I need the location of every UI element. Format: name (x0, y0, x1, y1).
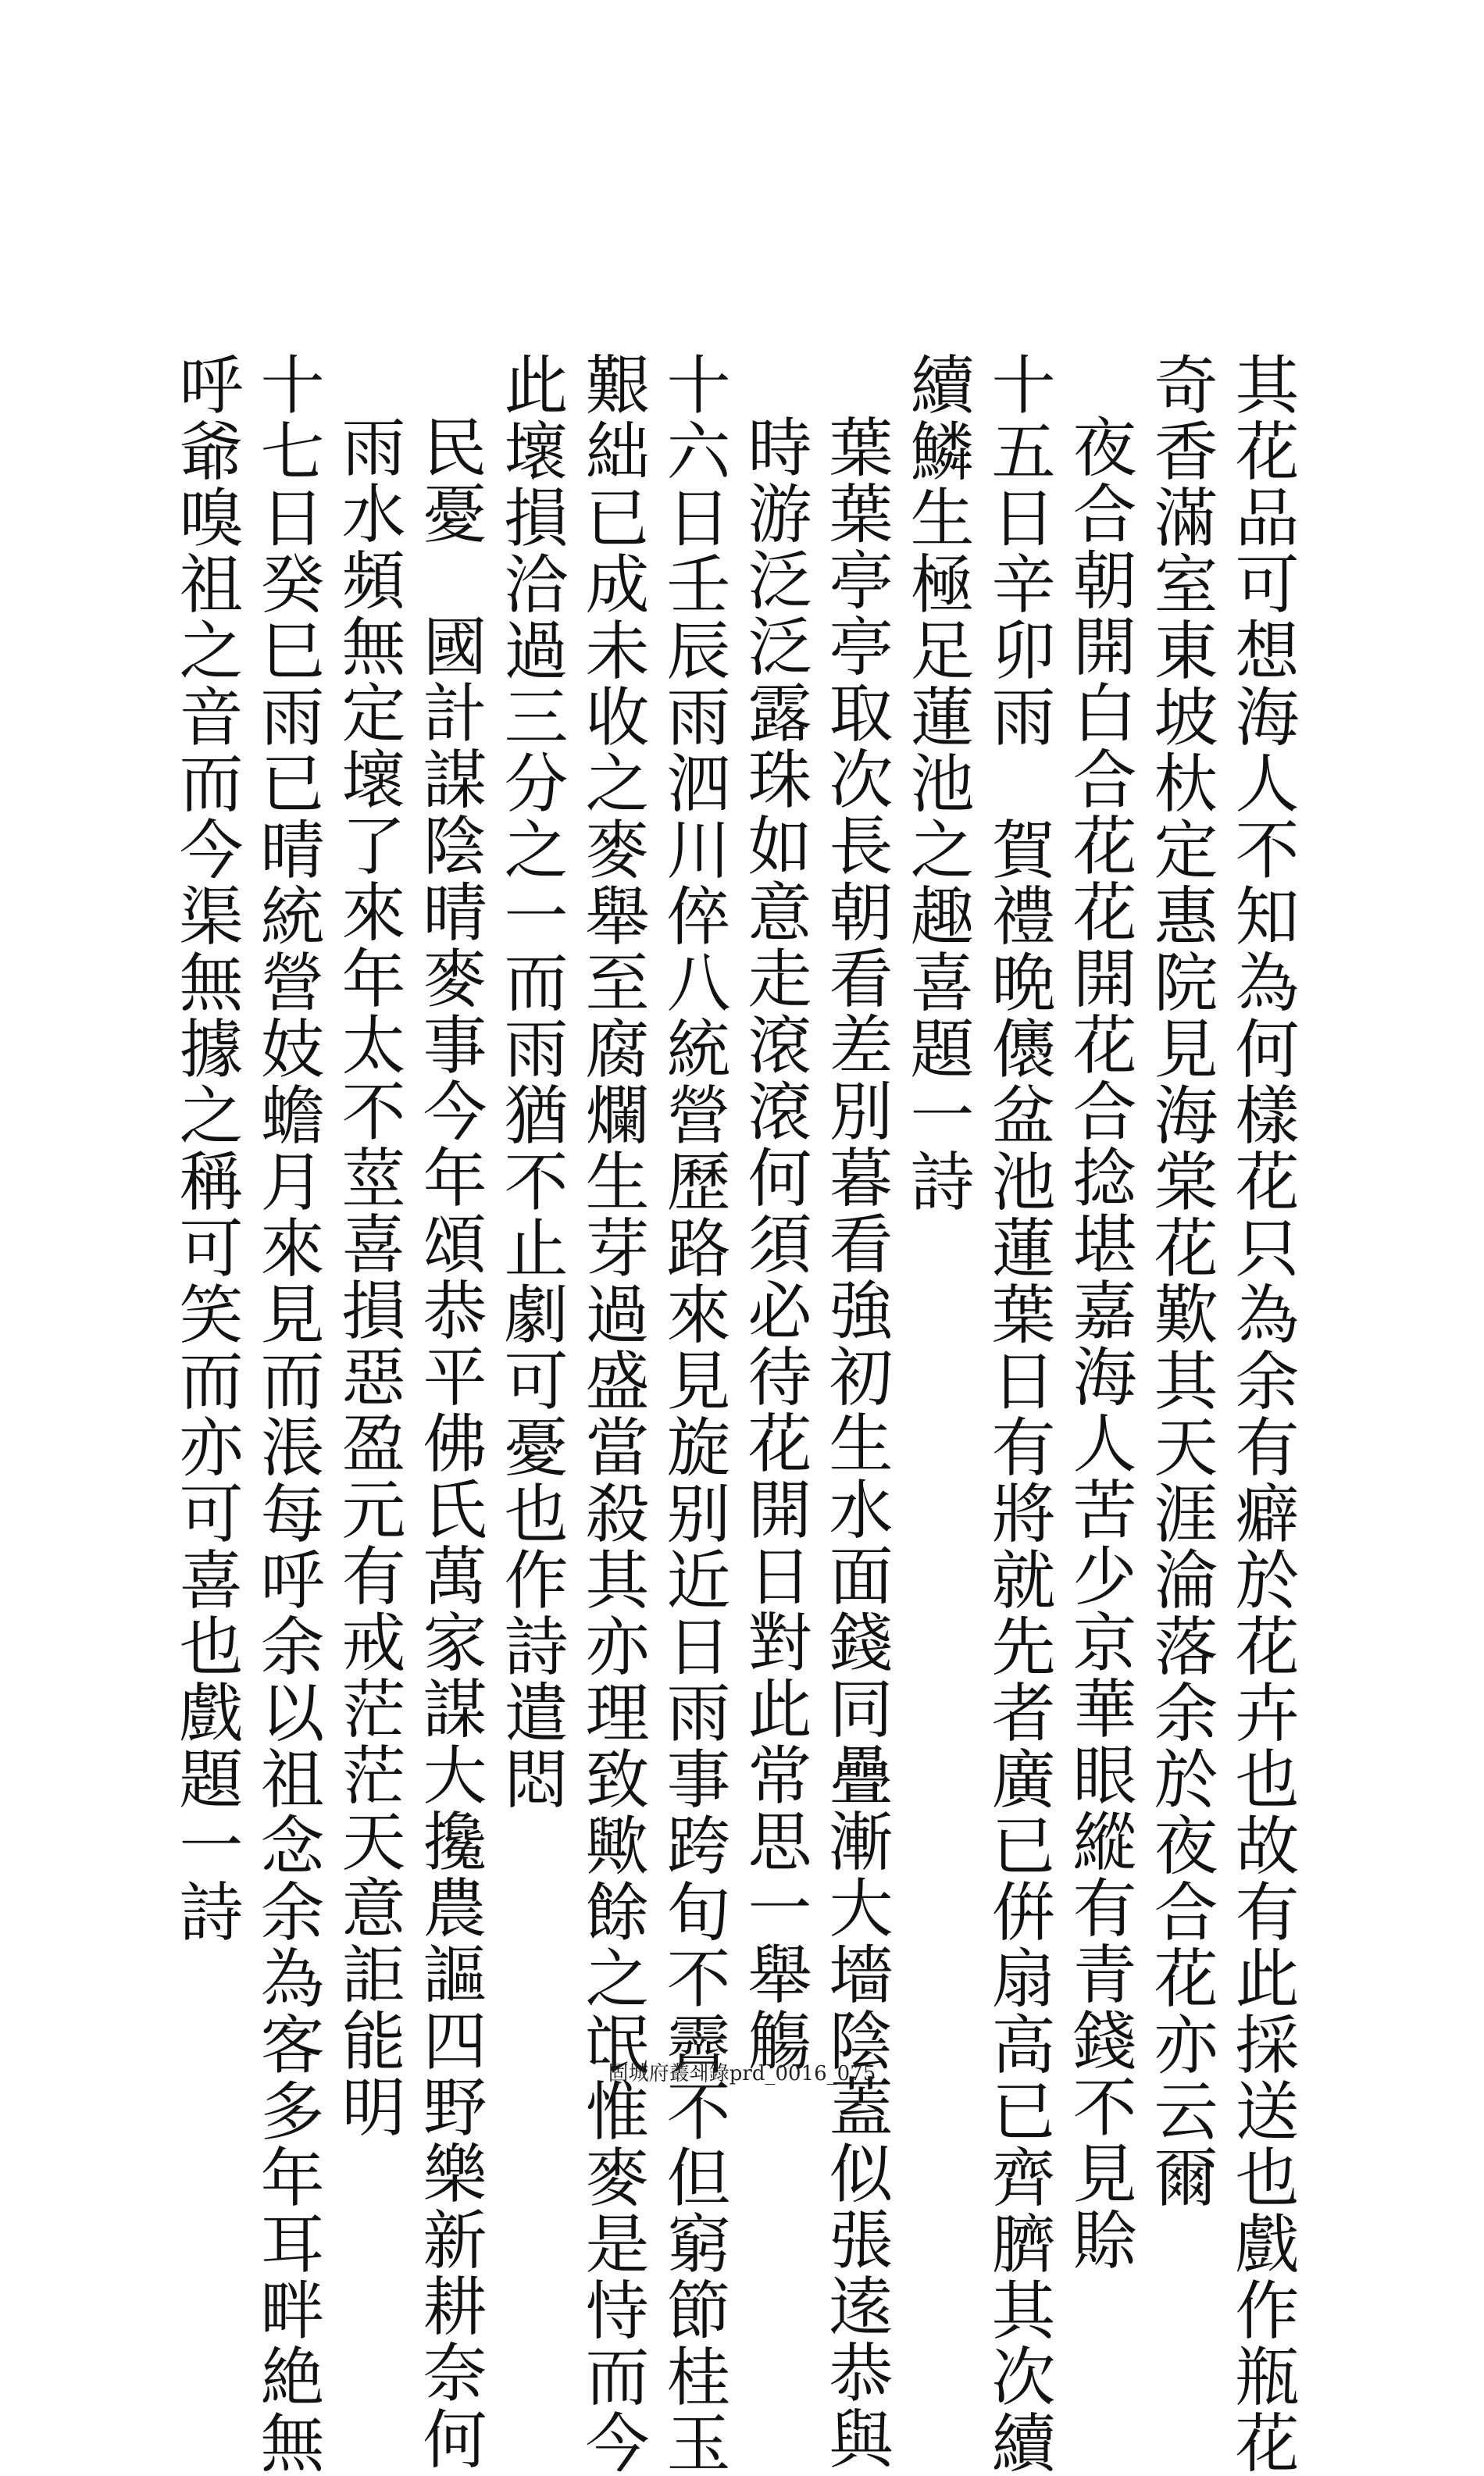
text-column-3: 夜合朝開白合花花開花合捻堪嘉海人苦少京華眼縱有青錢不見賒 (1062, 414, 1136, 2273)
text-column-9: 艱絀已成未收之麥舉至腐爛生芽過盛當殺其亦理致歟餘之氓惟麥是恃而今 (575, 351, 649, 2476)
text-column-7: 時游泛泛露珠如意走滾滾何須必待花開日對此常思一舉觴 (737, 414, 812, 2074)
text-column-2: 奇香滿室東坡杕定惠院見海棠花歎其天涯淪落余於夜合花亦云爾 (1143, 351, 1218, 2210)
text-column-12: 雨水頻無定壞了來年太不莖喜損惡盈元有戒茫茫天意詎能明 (331, 414, 405, 2140)
text-column-4: 十五日辛卯雨 賀禮晩㒟盆池蓮葉日有將就先者廣已倂扇高已齊臍其次續 (981, 351, 1055, 2476)
text-column-13: 十七日癸巳雨已晴統營妓蟾月來見而涱每呼余以祖念余為客多年耳畔絶無 (250, 351, 324, 2476)
text-column-10: 此壞損洽過三分之一而雨猶不止劇可憂也作詩遣悶 (494, 351, 568, 1812)
page-caption: 固城府叢쇄錄prd_0016_075 (608, 2062, 876, 2085)
text-column-6: 葉葉亭亭取次長朝看差別暮看強初生水面錢同疊漸大墻陰蓋似張逺恭與 (819, 414, 893, 2472)
text-column-5: 續鱗生極足蓮池之趣喜題一詩 (900, 351, 974, 1215)
text-column-8: 十六日壬辰雨泗川倅八統營歷路來見旋别近日雨事跨旬不霽不但窮節桂玉 (656, 351, 730, 2476)
text-column-1: 其花品可想海人不知為何樣花只為余有癖於花卉也故有此採送也戲作瓶花 (1225, 351, 1299, 2476)
text-column-14: 呼爺嗅祖之音而今渠無據之稱可笑而亦可喜也戲題一詩 (169, 351, 243, 1945)
text-column-11: 民憂 國計謀陰晴麥事今年頌恭平佛氏萬家謀大攙農謳四野樂新耕奈何 (412, 414, 487, 2472)
